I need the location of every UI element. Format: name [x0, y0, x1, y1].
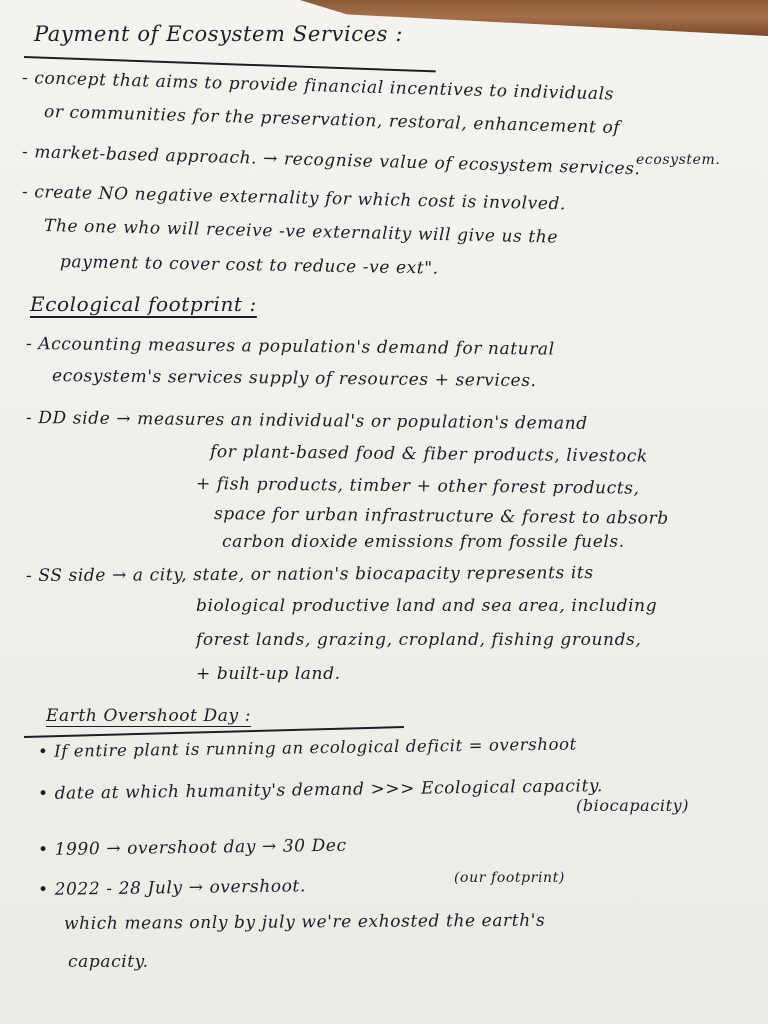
pes-line-2: or communities for the preservation, restoral, enhancement of [43, 102, 621, 139]
ef-line-10: forest lands, grazing, cropland, fishing grounds, [196, 630, 642, 650]
pes-line-3: - market-based approach. → recognise value of ecosystem services. [21, 142, 641, 180]
ecological-footprint-heading: Ecological footprint : [30, 292, 257, 316]
pes-line-6: payment to cover cost to reduce -ve ext". [59, 252, 439, 279]
page-title: Payment of Ecosystem Services : [34, 22, 403, 46]
eod-line-3: • 1990 → overshoot day → 30 Dec [37, 835, 347, 860]
ef-line-7: carbon dioxide emissions from fossile fuels. [222, 532, 625, 552]
pes-line-3-superscript: ecosystem. [636, 152, 721, 168]
ef-line-1: - Accounting measures a population's demand for natural [25, 334, 555, 360]
section-underline [24, 726, 404, 737]
eod-line-6: capacity. [68, 952, 149, 972]
eod-line-1: • If entire plant is running an ecological deficit = overshoot [37, 734, 577, 761]
earth-overshoot-day-heading: Earth Overshoot Day : [46, 706, 252, 726]
eod-line-4-superscript: (our footprint) [454, 870, 565, 886]
eod-line-4: • 2022 - 28 July → overshoot. [37, 876, 307, 900]
pes-line-5: The one who will receive -ve externality will give us the [43, 216, 559, 248]
pes-line-1: - concept that aims to provide financial incentives to individuals [21, 68, 615, 105]
ef-line-8: - SS side → a city, state, or nation's biocapacity represents its [25, 563, 594, 586]
ef-line-9: biological productive land and sea area, including [196, 596, 658, 616]
ef-line-11: + built-up land. [196, 664, 341, 684]
ef-line-3: - DD side → measures an individual's or population's demand [25, 408, 588, 434]
eod-line-5: which means only by july we're exhosted the earth's [63, 910, 546, 934]
eod-line-2: • date at which humanity's demand >>> Ecological capacity. [37, 776, 604, 804]
pes-line-4: - create NO negative externality for which cost is involved. [21, 182, 567, 215]
ef-line-2: ecosystem's services supply of resources + services. [51, 366, 537, 392]
ef-line-5: + fish products, timber + other forest products, [195, 474, 640, 499]
ef-line-4: for plant-based food & fiber products, livestock [209, 442, 648, 467]
ef-line-6: space for urban infrastructure & forest to absorb [213, 504, 669, 529]
eod-line-2-sub: (biocapacity) [576, 796, 690, 815]
